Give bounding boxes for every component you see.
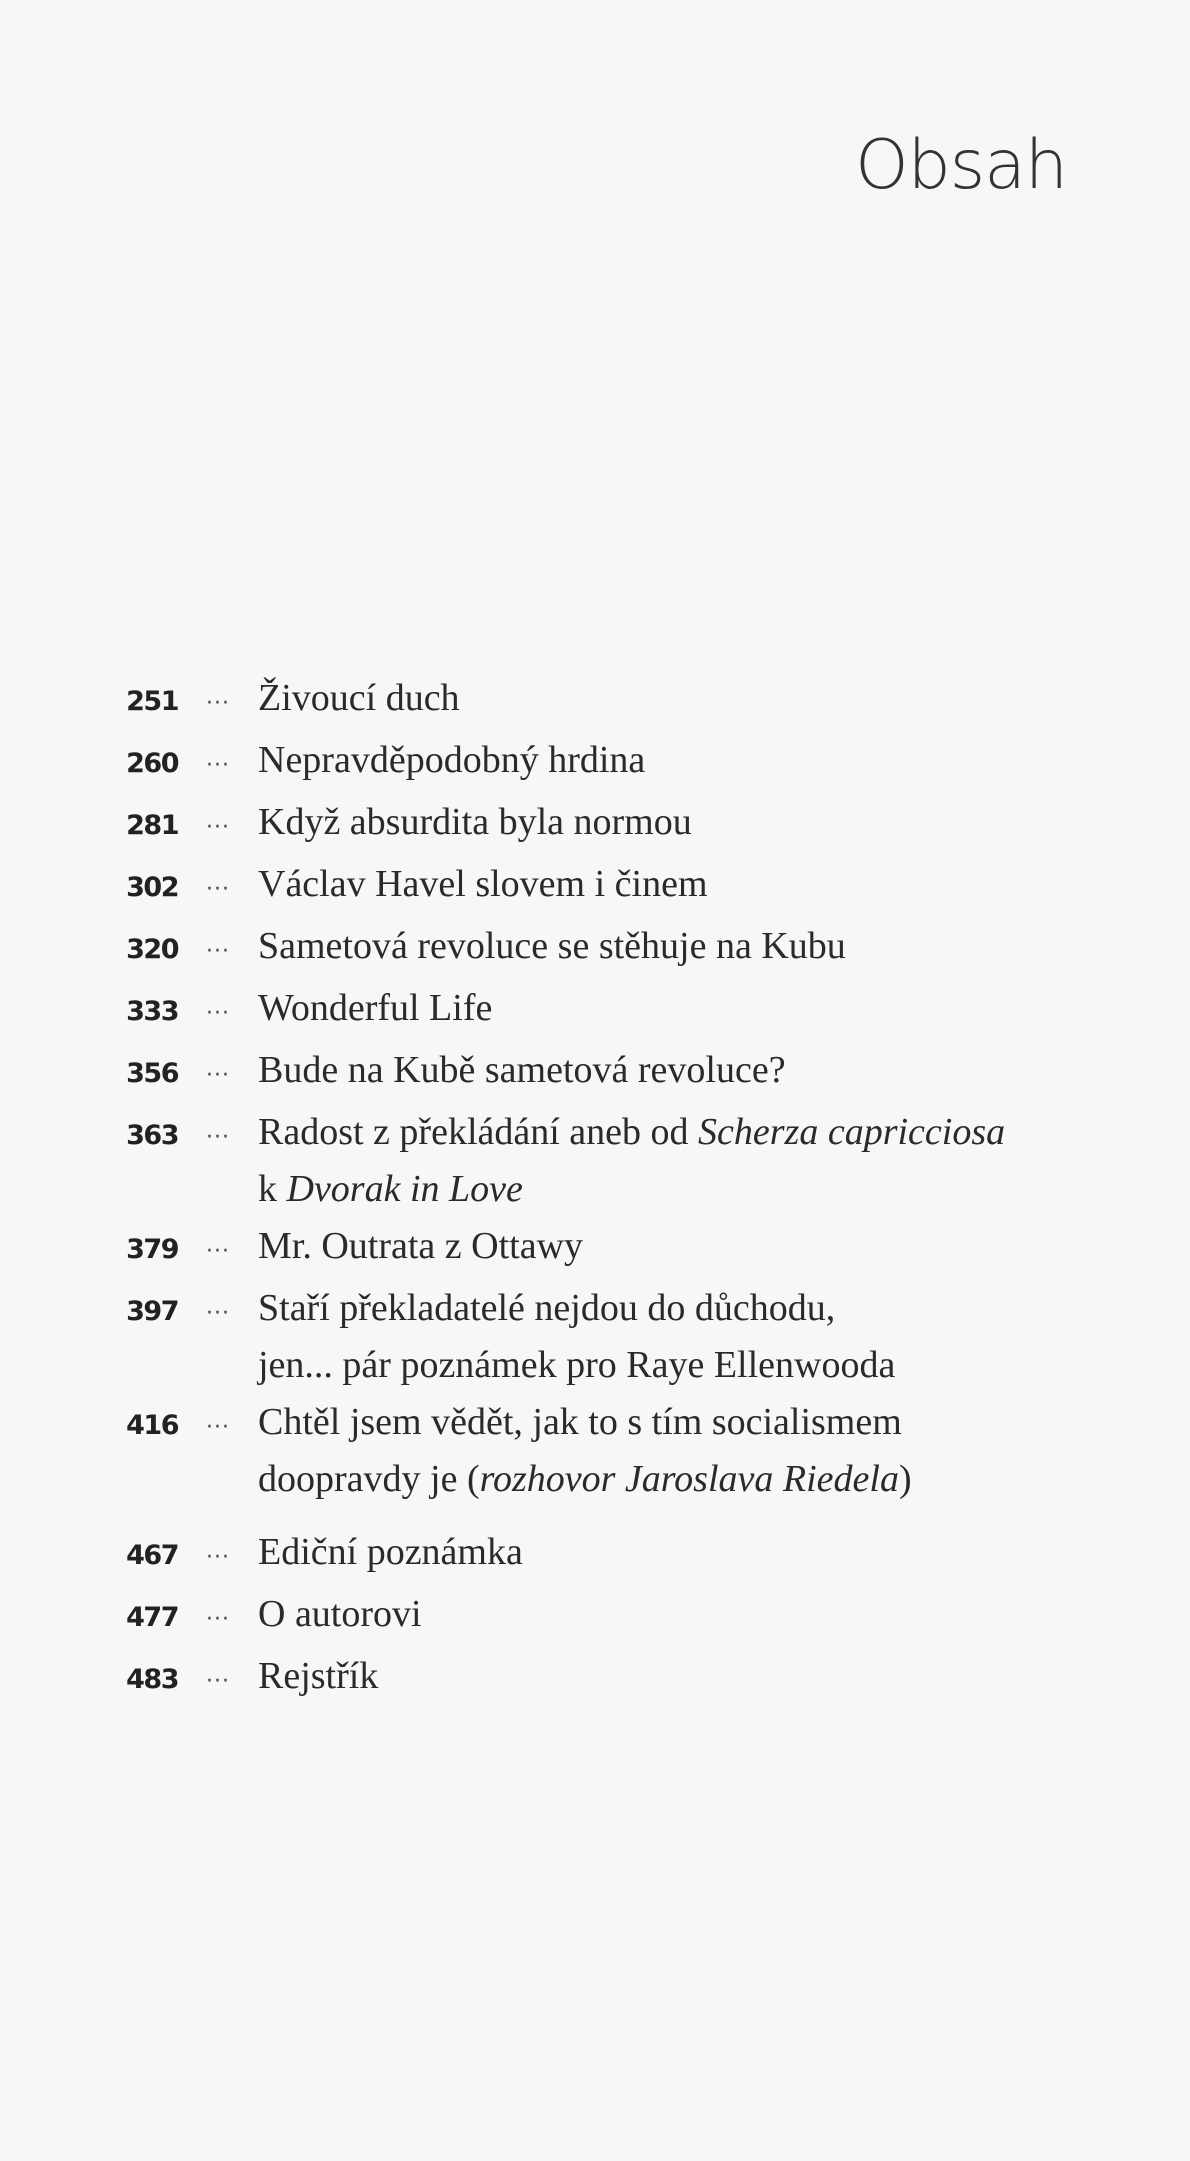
toc-entry-title-line: Chtěl jsem vědět, jak to s tím socialismem <box>258 1401 902 1443</box>
toc-leader-dots: ··· <box>206 939 230 964</box>
toc-entry-title: Václav Havel slovem i činem <box>258 863 708 905</box>
toc-page-number: 260 <box>126 748 178 779</box>
toc-entry-title: Bude na Kubě sametová revoluce? <box>258 1049 786 1091</box>
toc-entry-title <box>258 1104 1078 1218</box>
toc-entry <box>0 1104 1190 1218</box>
toc-entry-title-text: k <box>258 1168 287 1210</box>
toc-page-number: 467 <box>126 1540 178 1571</box>
toc-page-number: 483 <box>126 1664 178 1695</box>
toc-entry-title <box>258 1394 1078 1508</box>
toc-page-number: 320 <box>126 934 178 965</box>
toc-leader-dots: ··· <box>206 877 230 902</box>
toc-entry <box>0 1218 1190 1280</box>
toc-page-number: 363 <box>126 1120 178 1151</box>
toc-leader-dots: ··· <box>206 1239 230 1264</box>
toc-leader-dots: ··· <box>206 1301 230 1326</box>
toc-entry <box>0 1586 1190 1648</box>
toc-leader-dots: ··· <box>206 1001 230 1026</box>
toc-entry <box>0 856 1190 918</box>
toc-entry-title: Nepravděpodobný hrdina <box>258 739 646 781</box>
toc-entry-title-text: doopravdy je ( <box>258 1458 480 1500</box>
toc-entry-title-text: ) <box>898 1458 912 1500</box>
toc-entry <box>0 670 1190 732</box>
toc-page-number: 356 <box>126 1058 178 1089</box>
toc-entry <box>0 732 1190 794</box>
toc-entry <box>0 980 1190 1042</box>
toc-page-number: 333 <box>126 996 178 1027</box>
toc-page-number: 416 <box>126 1410 178 1441</box>
toc-entry <box>0 918 1190 980</box>
toc-leader-dots: ··· <box>206 1125 230 1150</box>
toc-entry <box>0 1042 1190 1104</box>
toc-leader-dots: ··· <box>206 1669 230 1694</box>
toc-page-number: 302 <box>126 872 178 903</box>
toc-entry-title <box>258 1280 1078 1394</box>
toc-entry-title: Ediční poznámka <box>258 1531 523 1573</box>
table-of-contents <box>0 670 1190 1508</box>
toc-leader-dots: ··· <box>206 691 230 716</box>
toc-entry-title-italic: Scherza capricciosa <box>698 1111 1006 1153</box>
toc-entry-title-line: Staří překladatelé nejdou do důchodu, <box>258 1287 836 1329</box>
toc-leader-dots: ··· <box>206 1607 230 1632</box>
toc-entry-title: Rejstřík <box>258 1655 379 1697</box>
toc-page-number: 477 <box>126 1602 178 1633</box>
toc-entry-title-text: Radost z překládání aneb od <box>258 1111 699 1153</box>
toc-entry-title-italic: rozhovor Jaroslava Riedela <box>479 1458 899 1500</box>
toc-entry-title: Sametová revoluce se stěhuje na Kubu <box>258 925 846 967</box>
toc-entry-title-italic: Dvorak in Love <box>286 1168 523 1210</box>
toc-page-number: 281 <box>126 810 178 841</box>
toc-leader-dots: ··· <box>206 815 230 840</box>
toc-entry <box>0 1280 1190 1394</box>
toc-leader-dots: ··· <box>206 1415 230 1440</box>
toc-entry <box>0 1648 1190 1710</box>
toc-entry-title: O autorovi <box>258 1593 422 1635</box>
toc-entry <box>0 794 1190 856</box>
toc-entry-title-line <box>258 1161 1078 1218</box>
page-title: Obsah <box>855 126 1067 205</box>
toc-leader-dots: ··· <box>206 753 230 778</box>
toc-leader-dots: ··· <box>206 1063 230 1088</box>
toc-leader-dots: ··· <box>206 1545 230 1570</box>
toc-page-number: 251 <box>126 686 178 717</box>
toc-entry <box>0 1394 1190 1508</box>
toc-entry-title-line: jen... pár poznámek pro Raye Ellenwooda <box>258 1344 896 1386</box>
toc-page-number: 379 <box>126 1234 178 1265</box>
table-of-contents-appendix <box>0 1524 1190 1710</box>
toc-entry-title: Wonderful Life <box>258 987 493 1029</box>
toc-entry-title-line <box>258 1451 1078 1508</box>
toc-page-number: 397 <box>126 1296 178 1327</box>
toc-entry-title-line <box>258 1104 1078 1161</box>
toc-entry-title: Když absurdita byla normou <box>258 801 692 843</box>
toc-entry <box>0 1524 1190 1586</box>
toc-entry-title: Živoucí duch <box>258 677 460 719</box>
toc-entry-title: Mr. Outrata z Ottawy <box>258 1225 584 1267</box>
